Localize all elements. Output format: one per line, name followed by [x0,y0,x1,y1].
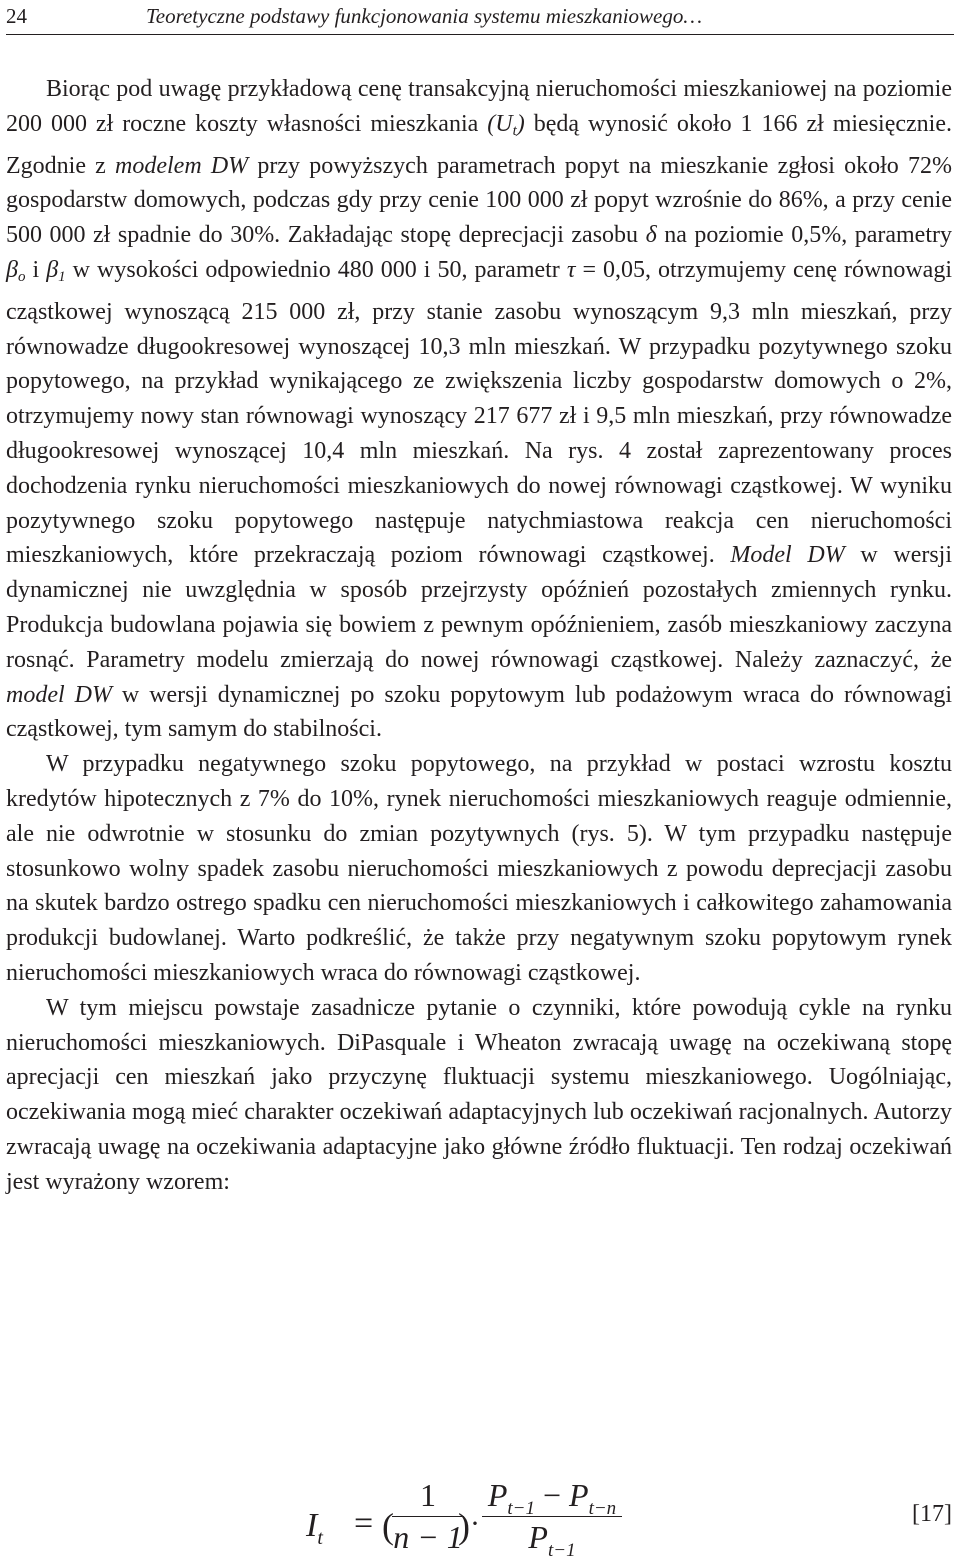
ut-open: (U [487,110,513,137]
p1-text-6: w wysokości odpowiednio 480 000 i 50, parametr [65,256,567,283]
beta-1-symbol: β [46,256,59,283]
formula-frac2-den [482,1519,622,1561]
running-title: Teoretyczne podstawy funkcjonowania systemu mieszkaniowego… [146,4,703,28]
formula-lhs [306,1507,323,1549]
model-dw-3: model DW [6,681,112,708]
p1-text-5: i [25,256,47,283]
p1-text-3: przy powyższych parametrach popyt na mieszkanie zgłosi około 72% gospodarstw domowych, podczas gdy przy cenie 100 000 zł popyt wzrośnie do 86%, a przy cenie 500 000 zł spadnie do 30%. Zakładając stopę deprecjacji zasobu [6,152,952,249]
page-header [6,4,954,35]
formula-p-den-sub: t−1 [547,1540,576,1561]
formula-p-den: P [528,1519,548,1555]
p1-text-4: na poziomie 0,5%, parametry [656,222,952,249]
formula-close-paren: ) [458,1506,470,1546]
formula-dot: · [470,1507,480,1540]
formula-open-paren: ( [382,1506,394,1546]
model-dw-2: Model DW [730,542,845,569]
beta-o-subscript: o [17,268,26,285]
paragraph-1 [6,72,952,747]
tau-symbol: τ [566,256,576,283]
p1-text-8: w wersji dynamicznej nie uwzględnia w sposób przejrzysty opóźnień pozostałych zmiennych rynku. Produkcja budowlana pojawia się bowiem z pewnym opóźnieniem, zasób mieszkaniowy zaczyna rosnąć. Parametry modelu zmierzają do nowej równowagi cząstkowej. Należy zaznaczyć, że [6,542,953,673]
p1-text-9: w wersji dynamicznej po szoku popytowym lub podażowym wraca do równowagi cząstkowej, tym samym do stabilności. [6,681,952,743]
ut-subscript: t [512,122,517,139]
formula-equals: = [354,1505,374,1542]
p1-text-1: Biorąc pod uwagę przykładową cenę transakcyjną nieruchomości mieszkaniowej na poziomie 200 000 zł roczne koszty własności mieszkania [6,76,952,137]
formula-p-b-sub: t−n [588,1498,617,1519]
ut-symbol [487,111,525,137]
beta-1-subscript: 1 [58,268,66,285]
ut-close: ) [516,110,525,137]
body-text [6,72,952,1200]
formula-fraction-2 [482,1477,622,1561]
formula-minus: − [534,1477,570,1513]
formula-p-a-sub: t−1 [507,1498,535,1519]
page-number: 24 [6,4,27,28]
delta-symbol: δ [645,222,657,249]
formula-fraction-1 [392,1477,464,1556]
formula-frac1-bar [392,1516,464,1517]
p1-text-2: będą wynosić około 1 166 zł miesięcznie. Zgodnie z [6,110,952,179]
formula-p-b: P [569,1477,589,1513]
paragraph-3: W tym miejscu powstaje zasadnicze pytanie o czynniki, które powodują cykle na rynku nieruchomości mieszkaniowych. DiPasquale i Wheaton zwracają uwagę na oczekiwaną stopę aprecjacji cen mieszkań jako przyczynę fluktuacji systemu mieszkaniowego. Uogólniając, oczekiwania mogą mieć charakter oczekiwań adaptacyjnych lub oczekiwań racjonalnych. Autorzy zwracają uwagę na oczekiwania adaptacyjne jako główne źródło fluktuacji. Ten rodzaj oczekiwań jest wyrażony wzorem: [6,994,952,1195]
beta-o-symbol: β [6,256,18,283]
paragraph-2: W przypadku negatywnego szoku popytowego, na przykład w postaci wzrostu kosztu kredytów hipotecznych z 7% do 10%, rynek nieruchomości mieszkaniowych reaguje odmiennie, ale nie odwrotnie w stosunku do zmian pozytywnych (rys. 5). W tym przypadku następuje stosunkowo wolny spadek zasobu nieruchomości mieszkaniowych z powodu deprecjacji zasobu na skutek bardzo ostrego spadku cen nieruchomości mieszkaniowych i całkowitego zahamowania produkcji budowlanej. Warto podkreślić, że także przy negatywnym szoku popytowym rynek nieruchomości mieszkaniowych wraca do równowagi cząstkowej. [6,751,952,986]
p1-text-7: = 0,05, otrzymujemy cenę równowagi cząstkowej wynoszącą 215 000 zł, przy stanie zasobu wynoszącym 9,3 mln mieszkań, przy równowadze długookresowej wynoszącej 10,3 mln mieszkań. W przypadku pozytywnego szoku popytowego, na przykład wynikającego ze zwiększenia liczby gospodarstw domowych o 2%, otrzymujemy nowy stan równowagi wynoszący 217 677 zł i 9,5 mln mieszkań, przy równowadze długookresowej wynoszącej 10,4 mln mieszkań. Na rys. 4 został zaprezentowany proces dochodzenia rynku nieruchomości mieszkaniowych do nowej równowagi cząstkowej. W wyniku pozytywnego szoku popytowego następuje natychmiastowa reakcja cen nieruchomości mieszkaniowych, które przekraczają poziom równowagi cząstkowej. [6,256,953,569]
formula-p-a: P [487,1477,508,1513]
formula-lhs-sub: t [317,1527,323,1549]
equation-number: [17] [912,1501,952,1527]
model-dw-1: modelem DW [115,152,249,179]
formula-frac2-num [482,1477,622,1519]
formula-frac1-num: 1 [420,1477,436,1513]
formula-lhs-var: I [306,1507,318,1544]
formula-frac1-den: n − 1 [393,1519,463,1555]
formula-17 [300,1475,952,1565]
